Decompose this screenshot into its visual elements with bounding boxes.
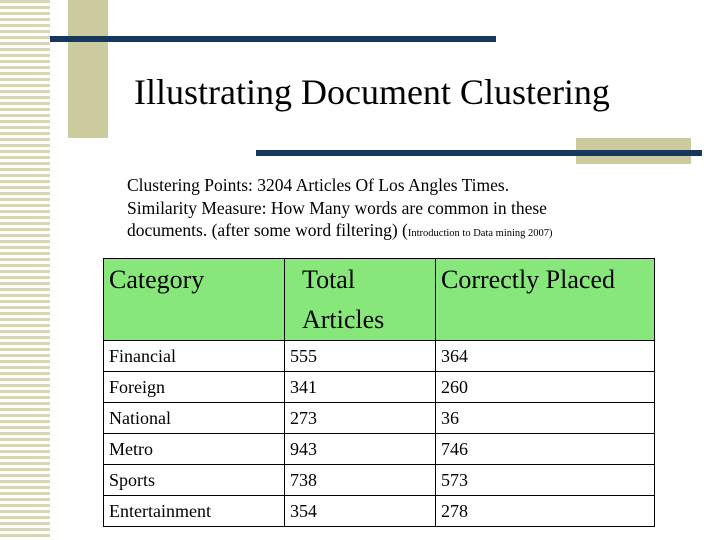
cell-category: Financial <box>104 341 285 372</box>
subtitle-line-1: Clustering Points: 3204 Articles Of Los Angles Times. <box>127 175 510 195</box>
subtitle-line-3 <box>127 219 687 246</box>
subtitle-line-3-main: documents. (after some word filtering) ( <box>127 220 408 240</box>
cell-correct: 746 <box>436 434 655 465</box>
table-row <box>104 465 655 496</box>
cell-correct: 364 <box>436 341 655 372</box>
cell-category: Foreign <box>104 372 285 403</box>
clustering-results-table <box>103 258 655 527</box>
header-total-line-1: Total <box>302 265 356 294</box>
cell-correct: 278 <box>436 496 655 527</box>
cell-correct: 573 <box>436 465 655 496</box>
cell-category: Entertainment <box>104 496 285 527</box>
cell-total: 341 <box>285 372 436 403</box>
subtitle-line-2: Similarity Measure: How Many words are common in these <box>127 197 547 218</box>
title-rule-bottom <box>256 150 702 156</box>
table-row <box>104 372 655 403</box>
cell-total: 273 <box>285 403 436 434</box>
cell-total: 943 <box>285 434 436 465</box>
header-category: Category <box>104 259 285 341</box>
table-header-row <box>104 259 655 341</box>
header-total-line-2: Articles <box>302 305 385 334</box>
slide-title: Illustrating Document Clustering <box>134 72 610 112</box>
accent-block-top <box>68 0 108 138</box>
table-row <box>104 434 655 465</box>
cell-category: Metro <box>104 434 285 465</box>
header-correctly-placed: Correctly Placed <box>436 259 655 341</box>
table-row <box>104 496 655 527</box>
header-total-articles <box>285 259 436 341</box>
cell-correct: 36 <box>436 403 655 434</box>
title-rule-top <box>50 36 496 42</box>
cell-total: 354 <box>285 496 436 527</box>
cell-category: National <box>104 403 285 434</box>
table-row <box>104 341 655 372</box>
left-stripe-decoration <box>0 0 50 540</box>
subtitle-citation: Introduction to Data mining 2007) <box>407 228 553 239</box>
cell-total: 738 <box>285 465 436 496</box>
cell-correct: 260 <box>436 372 655 403</box>
slide-subtitle <box>127 174 687 246</box>
table-row <box>104 403 655 434</box>
cell-category: Sports <box>104 465 285 496</box>
cell-total: 555 <box>285 341 436 372</box>
